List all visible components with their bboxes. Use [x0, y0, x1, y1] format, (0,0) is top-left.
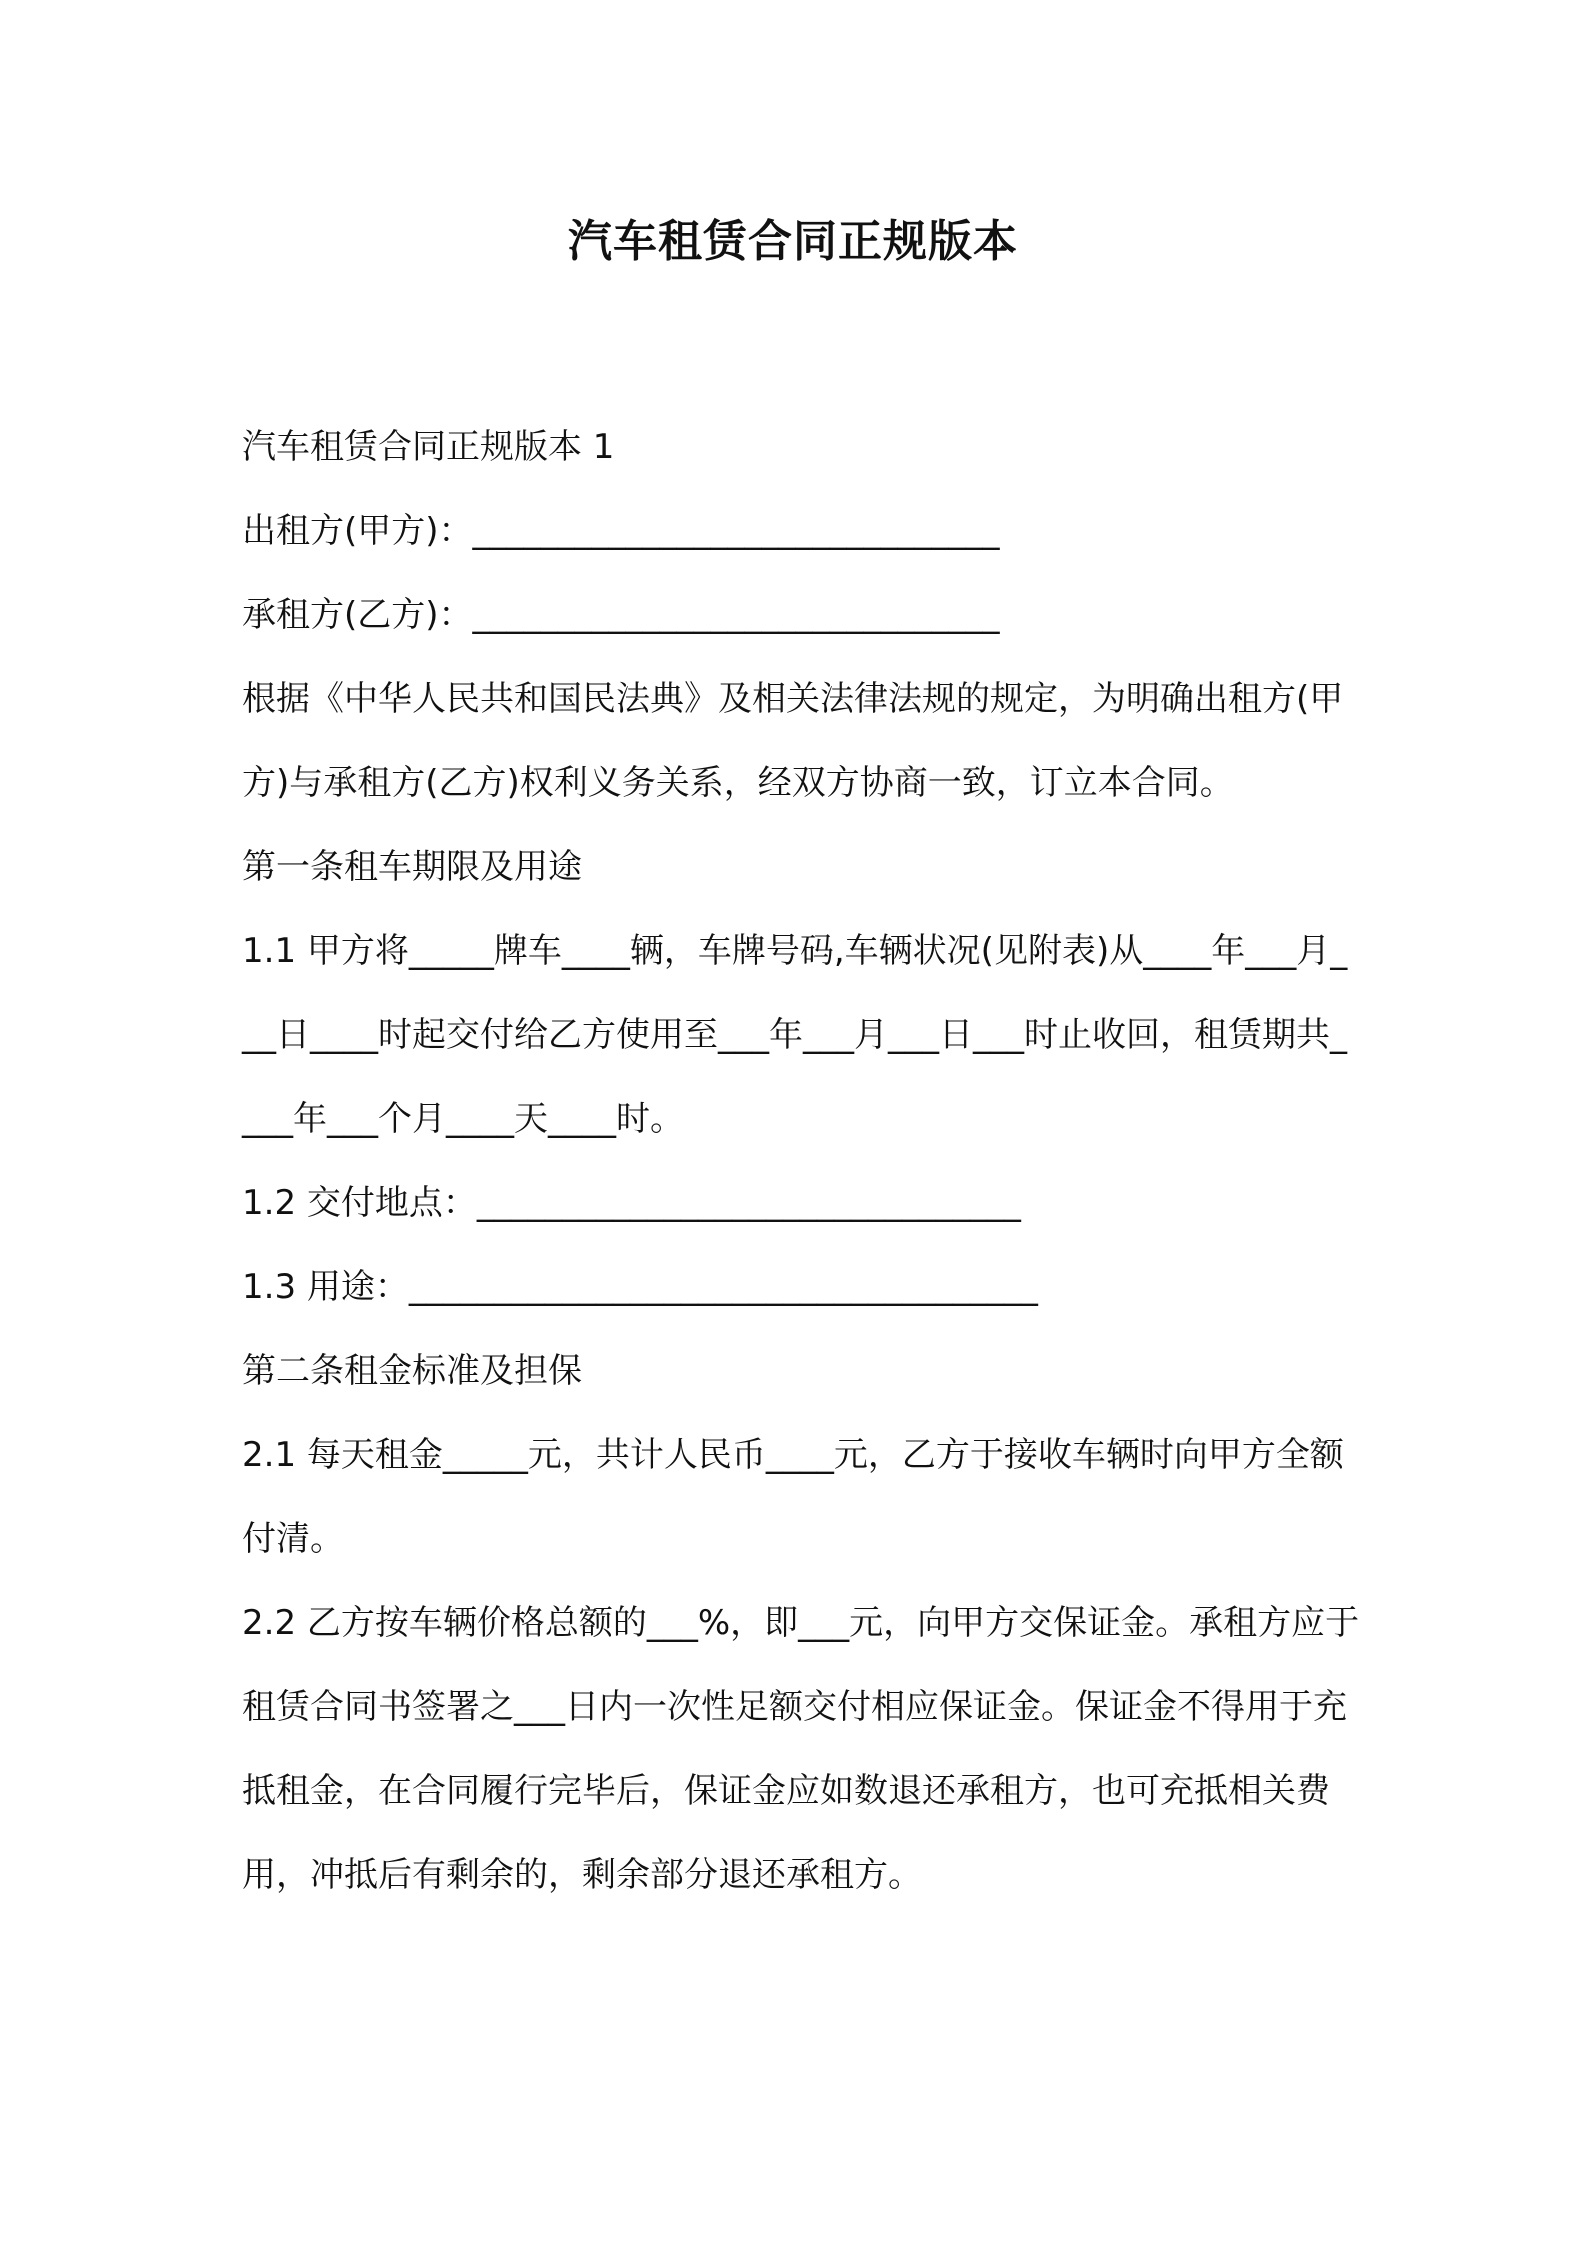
- lessee-line: 承租方(乙方)：_______________________________: [242, 595, 1000, 635]
- preamble-paragraph: 根据《中华人民共和国民法典》及相关法律法规的规定，为明确出租方(甲方)与承租方(乙方)权利义务关系，经双方协商一致，订立本合同。: [242, 679, 1344, 803]
- clause-1-3: 1.3 用途：_____________________________________: [242, 1267, 1038, 1307]
- clause-1-1: 1.1 甲方将_____牌车____辆，车牌号码,车辆状况(见附表)从____年___月___日____时起交付给乙方使用至___年___月___日___时止收回，租赁期共____年___个月____天____时。: [242, 931, 1348, 1139]
- clause-2-1: 2.1 每天租金_____元，共计人民币____元，乙方于接收车辆时向甲方全额付清。: [242, 1435, 1344, 1559]
- document-title: 汽车租赁合同正规版本: [568, 216, 1018, 267]
- article-2-heading: 第二条租金标准及担保: [242, 1351, 582, 1391]
- contract-subtitle: 汽车租赁合同正规版本 1: [242, 427, 615, 467]
- clause-1-2: 1.2 交付地点：________________________________: [242, 1183, 1021, 1223]
- document-body: [242, 405, 1362, 1917]
- lessor-line: 出租方(甲方)：_______________________________: [242, 511, 1000, 551]
- clause-2-2: 2.2 乙方按车辆价格总额的___%，即___元，向甲方交保证金。承租方应于租赁合同书签署之___日内一次性足额交付相应保证金。保证金不得用于充抵租金，在合同履行完毕后，保证金应如数退还承租方，也可充抵相关费用，冲抵后有剩余的，剩余部分退还承租方。: [242, 1603, 1360, 1895]
- article-1-heading: 第一条租车期限及用途: [242, 847, 582, 887]
